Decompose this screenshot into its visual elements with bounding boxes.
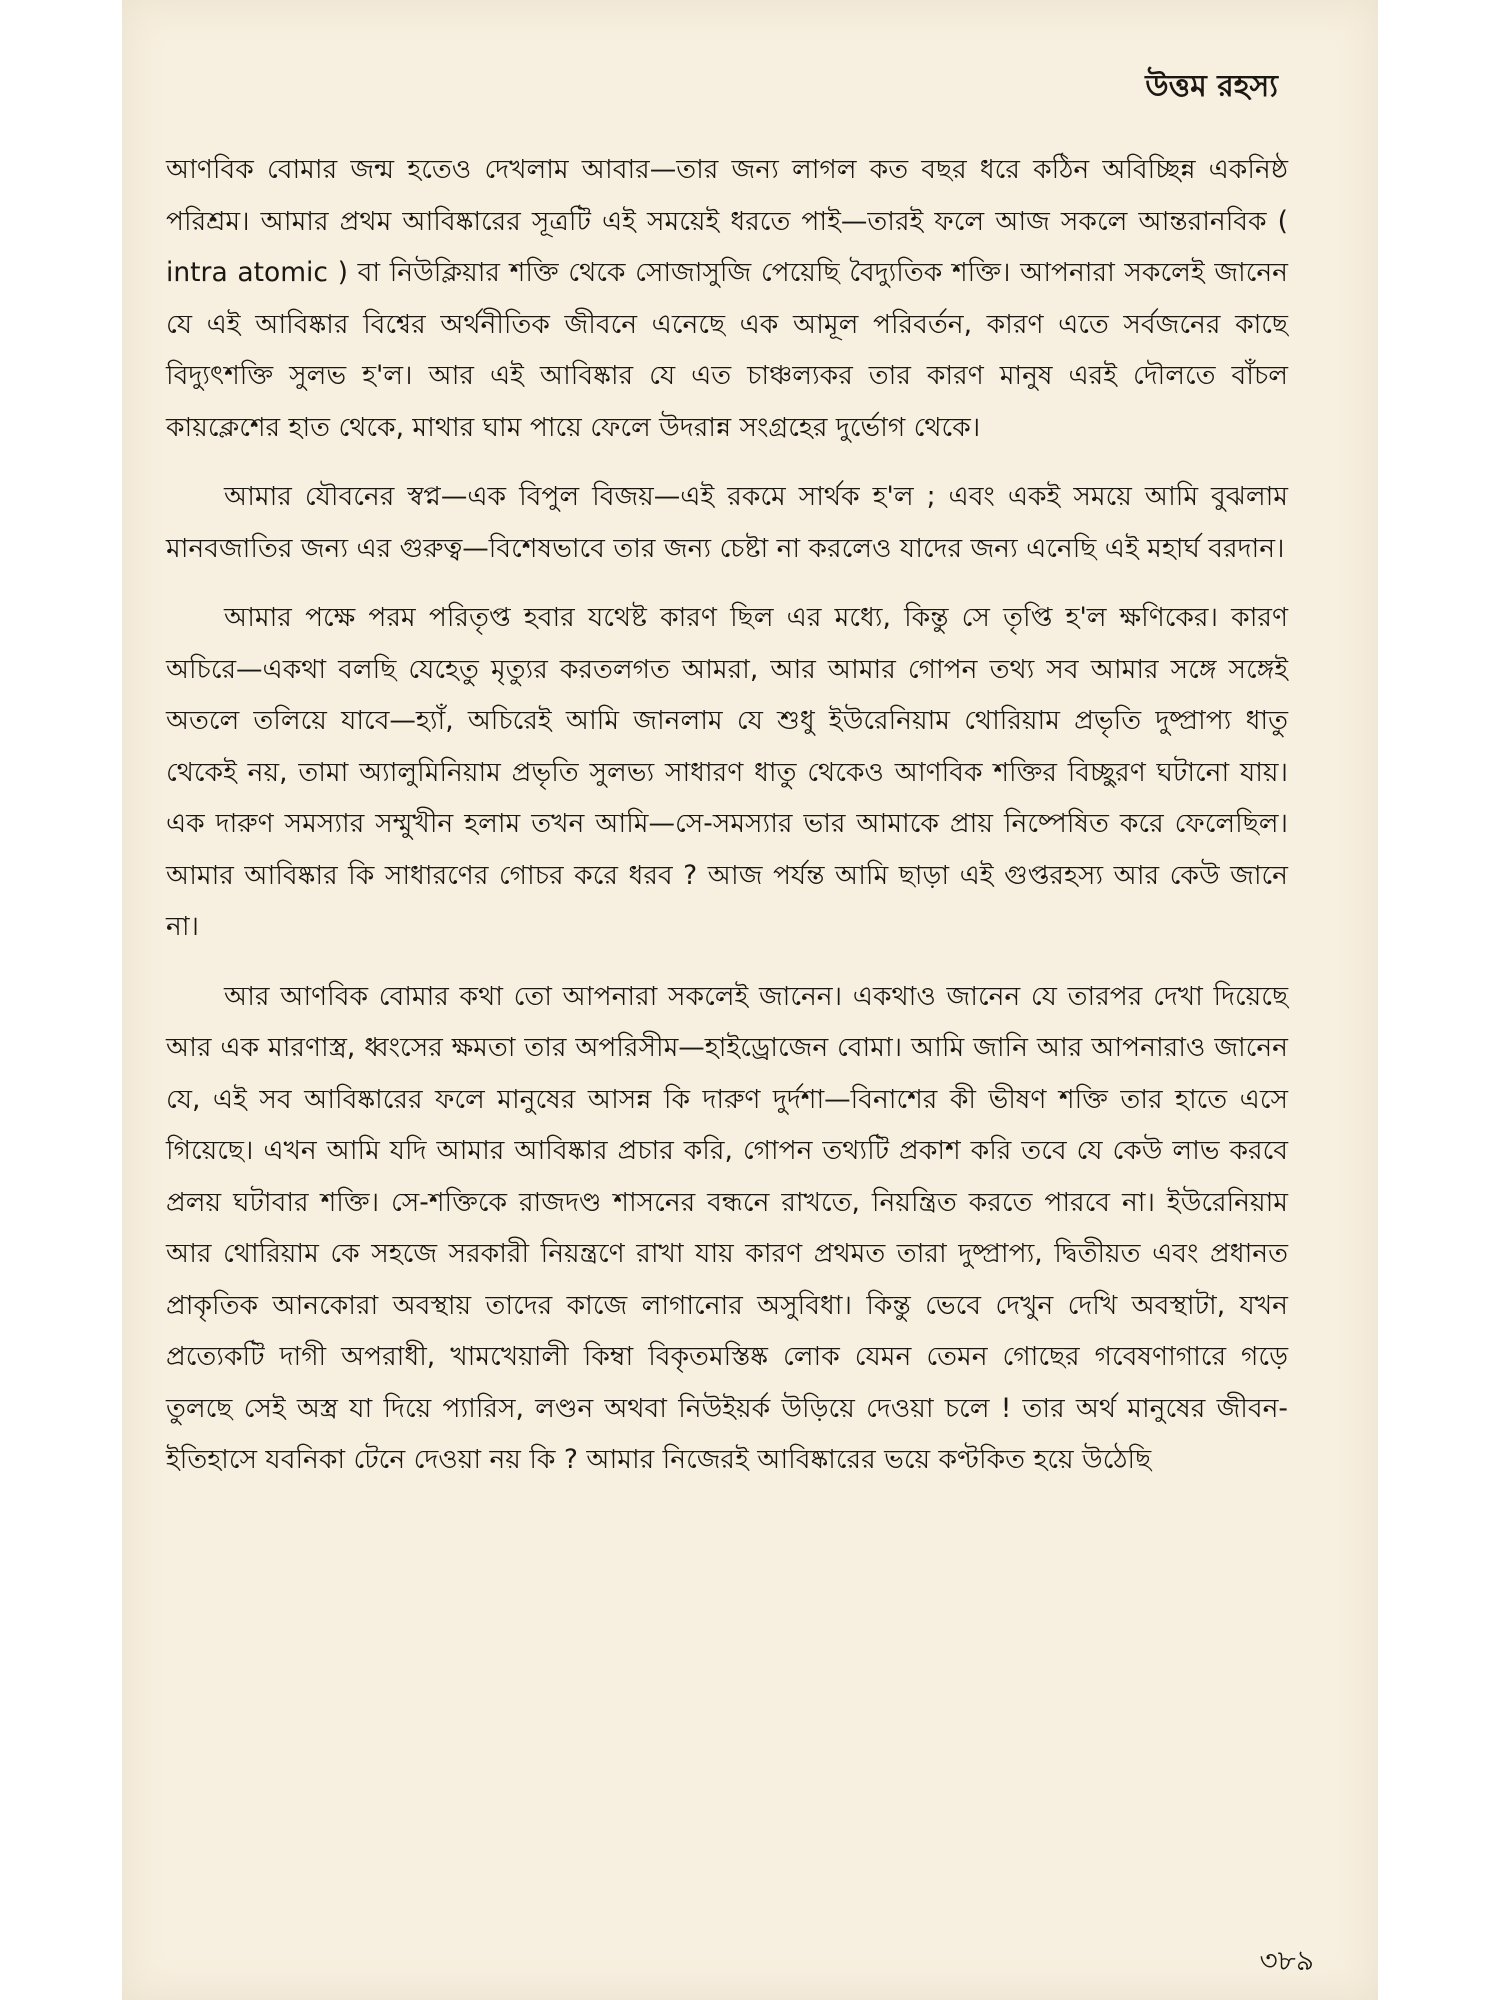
body-text (166, 144, 1288, 1504)
book-page (122, 0, 1378, 2000)
paragraph-4: আর আণবিক বোমার কথা তো আপনারা সকলেই জানেন। একথাও জানেন যে তারপর দেখা দিয়েছে আর এক মারণাস্ত্র, ধ্বংসের ক্ষমতা তার অপরিসীম—হাইড্রোজেন বোমা। আমি জানি আর আপনারাও জানেন যে, এই সব আবিষ্কারের ফলে মানুষের আসন্ন কি দারুণ দুর্দশা—বিনাশের কী ভীষণ শক্তি তার হাতে এসে গিয়েছে। এখন আমি যদি আমার আবিষ্কার প্রচার করি, গোপন তথ্যটি প্রকাশ করি তবে যে কেউ লাভ করবে প্রলয় ঘটাবার শক্তি। সে-শক্তিকে রাজদণ্ড শাসনের বন্ধনে রাখতে, নিয়ন্ত্রিত করতে পারবে না। ইউরেনিয়াম আর থোরিয়াম কে সহজে সরকারী নিয়ন্ত্রণে রাখা যায় কারণ প্রথমত তারা দুষ্প্রাপ্য, দ্বিতীয়ত এবং প্রধানত প্রাকৃতিক আনকোরা অবস্থায় তাদের কাজে লাগানোর অসুবিধা। কিন্তু ভেবে দেখুন দেখি অবস্থাটা, যখন প্রত্যেকটি দাগী অপরাধী, খামখেয়ালী কিম্বা বিকৃতমস্তিষ্ক লোক যেমন তেমন গোছের গবেষণাগারে গড়ে তুলছে সেই অস্ত্র যা দিয়ে প্যারিস, লণ্ডন অথবা নিউইয়র্ক উড়িয়ে দেওয়া চলে ! তার অর্থ মানুষের জীবন-ইতিহাসে যবনিকা টেনে দেওয়া নয় কি ? আমার নিজেরই আবিষ্কারের ভয়ে কণ্টকিত হয়ে উঠেছি (166, 980, 1288, 1475)
running-header: উত্তম রহস্য (1145, 69, 1278, 104)
paragraph-1: আণবিক বোমার জন্ম হতেও দেখলাম আবার—তার জন্য লাগল কত বছর ধরে কঠিন অবিচ্ছিন্ন একনিষ্ঠ পরিশ্রম। আমার প্রথম আবিষ্কারের সূত্রটি এই সময়েই ধরতে পাই—তারই ফলে আজ সকলে আন্তরানবিক ( intra atomic ) বা নিউক্লিয়ার শক্তি থেকে সোজাসুজি পেয়েছি বৈদ্যুতিক শক্তি। আপনারা সকলেই জানেন যে এই আবিষ্কার বিশ্বের অর্থনীতিক জীবনে এনেছে এক আমূল পরিবর্তন, কারণ এতে সর্বজনের কাছে বিদ্যুৎশক্তি সুলভ হ'ল। আর এই আবিষ্কার যে এত চাঞ্চল্যকর তার কারণ মানুষ এরই দৌলতে বাঁচল কায়ক্লেশের হাত থেকে, মাথার ঘাম পায়ে ফেলে উদরান্ন সংগ্রহের দুর্ভোগ থেকে। (166, 154, 1288, 443)
paragraph-2: আমার যৌবনের স্বপ্ন—এক বিপুল বিজয়—এই রকমে সার্থক হ'ল ; এবং একই সময়ে আমি বুঝলাম মানবজাতির জন্য এর গুরুত্ব—বিশেষভাবে তার জন্য চেষ্টা না করলেও যাদের জন্য এনেছি এই মহার্ঘ বরদান। (166, 481, 1288, 564)
paragraph-3: আমার পক্ষে পরম পরিতৃপ্ত হবার যথেষ্ট কারণ ছিল এর মধ্যে, কিন্তু সে তৃপ্তি হ'ল ক্ষণিকের। কারণ অচিরে—একথা বলছি যেহেতু মৃত্যুর করতলগত আমরা, আর আমার গোপন তথ্য সব আমার সঙ্গে সঙ্গেই অতলে তলিয়ে যাবে—হ্যাঁ, অচিরেই আমি জানলাম যে শুধু ইউরেনিয়াম থোরিয়াম প্রভৃতি দুষ্প্রাপ্য ধাতু থেকেই নয়, তামা অ্যালুমিনিয়াম প্রভৃতি সুলভ্য সাধারণ ধাতু থেকেও আণবিক শক্তির বিচ্ছুরণ ঘটানো যায়। এক দারুণ সমস্যার সম্মুখীন হলাম তখন আমি—সে-সমস্যার ভার আমাকে প্রায় নিষ্পেষিত করে ফেলেছিল। আমার আবিষ্কার কি সাধারণের গোচর করে ধরব ? আজ পর্যন্ত আমি ছাড়া এই গুপ্তরহস্য আর কেউ জানে না। (166, 602, 1288, 942)
page-number: ৩৮৯ (1259, 1944, 1314, 1977)
